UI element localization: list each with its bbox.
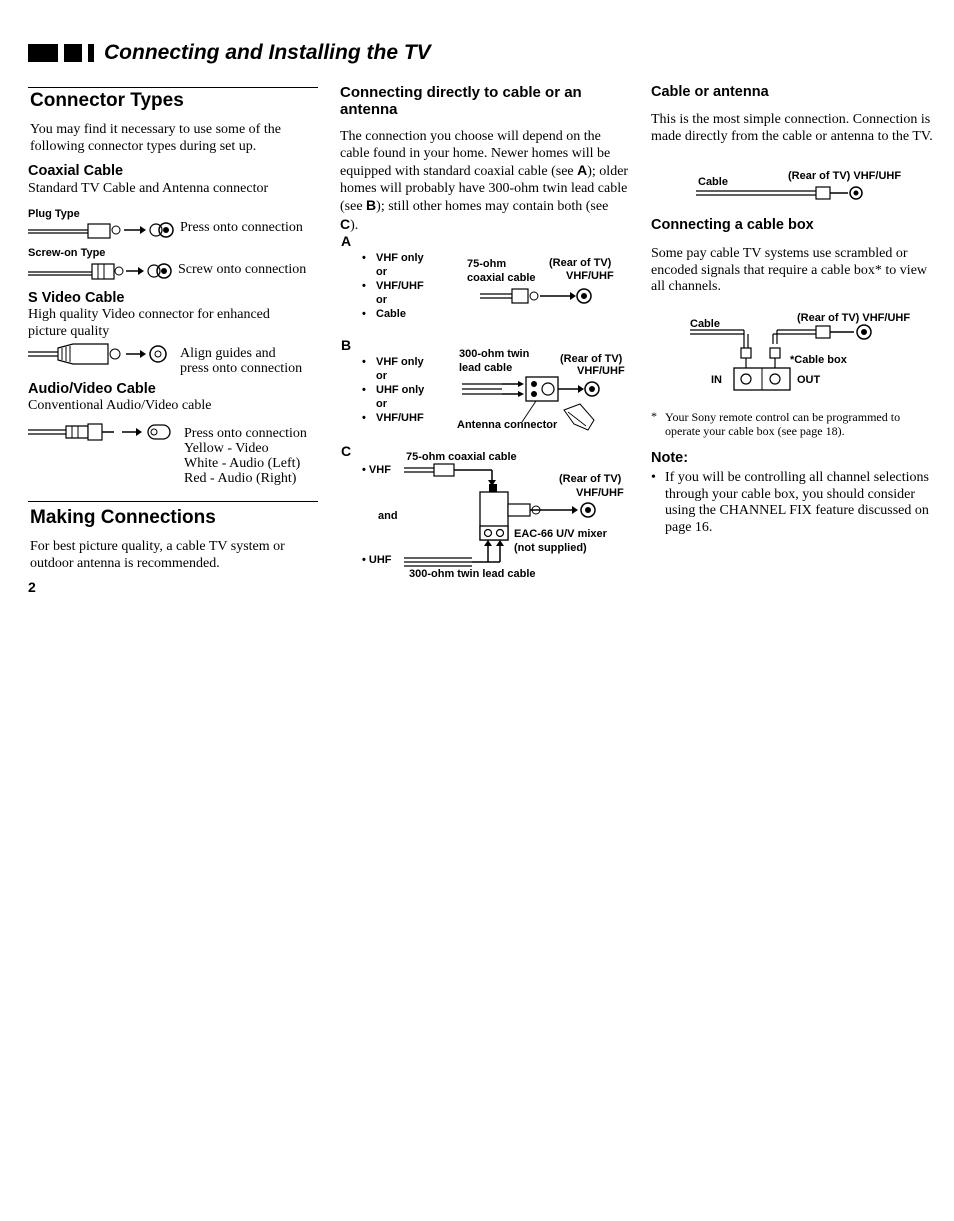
cable-box-text: Some pay cable TV systems use scrambled or encoded signals that require a cable box* to view all channels. — [651, 246, 928, 294]
diagram-b-cable-1: 300-ohm twin — [459, 348, 530, 360]
svideo-heading: S Video Cable — [28, 290, 125, 306]
plug-type-text: Press onto connection — [180, 220, 303, 235]
cable-box-footnote-mark: * — [651, 409, 657, 423]
header-bar-icons — [28, 40, 108, 62]
diagram-c-mixer-2: (not supplied) — [514, 542, 587, 554]
plug-type-cable-icon — [28, 218, 178, 238]
cable-box-out-label: OUT — [797, 374, 821, 386]
cable-antenna-cable-label: Cable — [698, 176, 728, 188]
connector-types-heading: Connector Types — [30, 90, 184, 111]
cable-box-rear-label: (Rear of TV) VHF/UHF — [797, 312, 911, 324]
making-connections-heading: Making Connections — [30, 507, 216, 528]
diagram-c-uhf: • UHF — [362, 554, 392, 566]
diagram-a-letter: A — [341, 233, 352, 249]
note-heading: Note: — [651, 450, 689, 466]
diagram-a-list: • VHF only or • VHF/UHF or • Cable — [362, 251, 424, 321]
screw-type-text: Screw onto connection — [178, 262, 307, 277]
cable-box-heading: Connecting a cable box — [651, 217, 814, 233]
diagram-c-mixer-1: EAC-66 U/V mixer — [514, 528, 607, 540]
connector-types-intro: You may find it necessary to use some of the following connector types during set up. — [30, 122, 281, 154]
diagram-b-cable-2: lead cable — [459, 362, 513, 374]
av-desc: Conventional Audio/Video cable — [28, 398, 212, 413]
cable-box-footnote: Your Sony remote control can be programmed to operate your cable box (see page 18). — [665, 410, 901, 438]
page-number: 2 — [28, 579, 36, 595]
diagram-a-rear-2: VHF/UHF — [566, 270, 614, 282]
coaxial-heading: Coaxial Cable — [28, 163, 124, 179]
av-heading: Audio/Video Cable — [28, 381, 156, 397]
diagram-b-letter: B — [341, 337, 352, 353]
diagram-b-rear-1: (Rear of TV) — [560, 353, 623, 365]
svideo-cable-icon — [28, 340, 178, 366]
direct-text: The connection you choose will depend on the cable found in your home. Newer homes will be equipped with standard coaxial cable (see A); older homes will probably have 300-ohm twin lead cable (see B); still other homes may contain both (see C). — [340, 129, 629, 233]
svideo-desc: High quality Video connector for enhanced picture quality — [28, 307, 270, 339]
cable-box-cable-label: Cable — [690, 318, 720, 330]
diagram-c-and: and — [378, 510, 398, 522]
diagram-a-rear-1: (Rear of TV) — [549, 257, 612, 269]
av-text-4: Red - Audio (Right) — [184, 471, 297, 486]
note-text: • If you will be controlling all channel selections through your cable box, you should consider using the CHANNEL FIX feature discussed on page 16. — [651, 470, 935, 536]
diagram-b-list: • VHF only or • UHF only or • VHF/UHF — [362, 355, 424, 425]
av-text-1: Press onto connection — [184, 426, 307, 441]
cable-antenna-rear-label: (Rear of TV) VHF/UHF — [788, 170, 902, 182]
diagram-a-coax-icon — [480, 286, 600, 306]
page-title: Connecting and Installing the TV — [104, 41, 431, 64]
direct-heading: Connecting directly to cable or an antenna — [340, 84, 582, 118]
cable-antenna-coax-icon — [696, 186, 876, 202]
diagram-b-antenna-label: Antenna connector — [457, 419, 558, 431]
diagram-c-twin-label: 300-ohm twin lead cable — [409, 568, 536, 580]
cable-box-label: *Cable box — [790, 354, 847, 366]
diagram-c-coax-label: 75-ohm coaxial cable — [406, 451, 517, 463]
svideo-text-2: press onto connection — [180, 361, 303, 376]
av-text-3: White - Audio (Left) — [184, 456, 301, 471]
diagram-c-rear-2: VHF/UHF — [576, 487, 624, 499]
section-rule — [28, 87, 318, 88]
cable-box-in-label: IN — [711, 374, 722, 386]
svideo-text-1: Align guides and — [180, 346, 276, 361]
av-text-2: Yellow - Video — [184, 441, 269, 456]
diagram-c-rear-1: (Rear of TV) — [559, 473, 622, 485]
diagram-c-mixer-icon — [404, 462, 614, 572]
screw-type-cable-icon — [28, 259, 178, 281]
diagram-c-letter: C — [341, 443, 352, 459]
av-cable-icon — [28, 421, 178, 443]
plug-type-label: Plug Type — [28, 208, 80, 220]
section-rule-2 — [28, 501, 318, 502]
cable-antenna-text: This is the most simple connection. Connection is made directly from the cable or antenna to the TV. — [651, 112, 933, 144]
coaxial-desc: Standard TV Cable and Antenna connector — [28, 181, 269, 196]
cable-antenna-heading: Cable or antenna — [651, 84, 769, 100]
making-connections-text: For best picture quality, a cable TV system or outdoor antenna is recommended. — [30, 539, 285, 571]
diagram-a-cable-1: 75-ohm — [467, 258, 507, 270]
diagram-c-vhf: • VHF — [362, 464, 391, 476]
screw-type-label: Screw-on Type — [28, 247, 106, 259]
diagram-b-rear-2: VHF/UHF — [577, 365, 625, 377]
diagram-a-cable-2: coaxial cable — [467, 272, 536, 284]
